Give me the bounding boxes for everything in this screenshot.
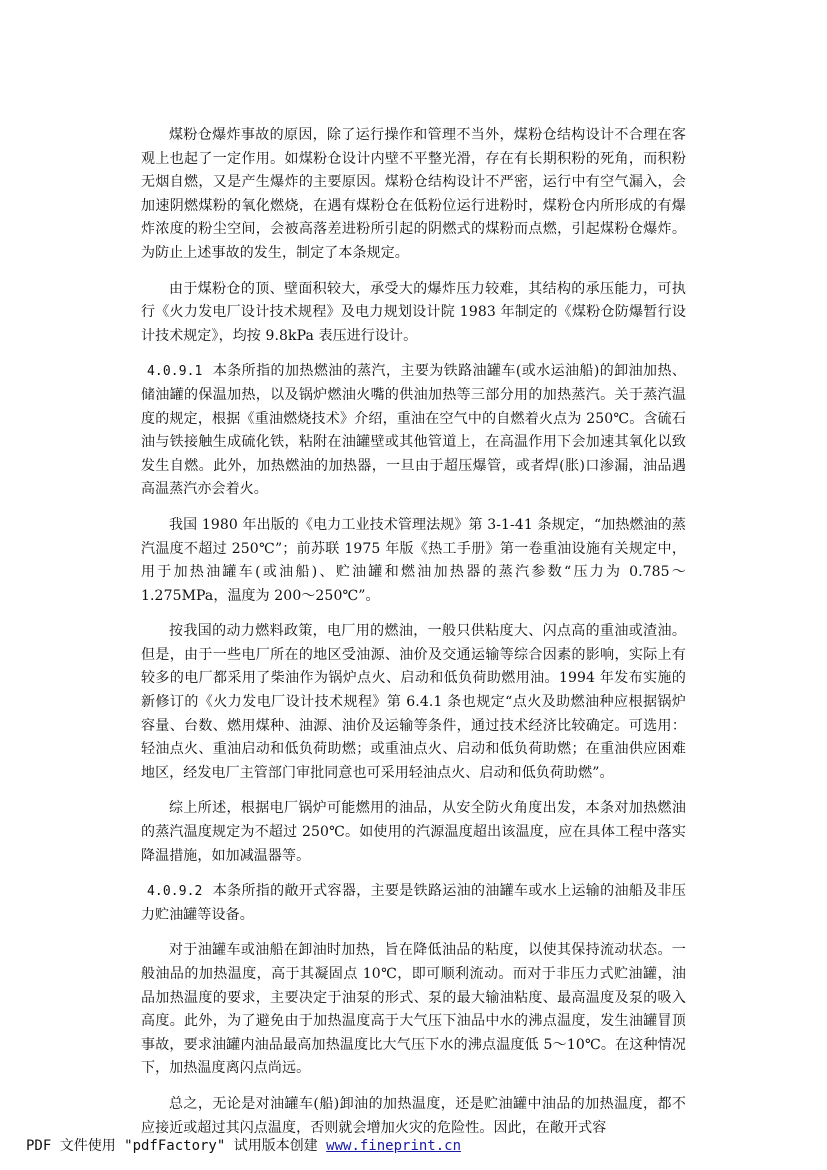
paragraph-summary-250c [141, 797, 686, 868]
clause-text: 本条所指的敞开式容器，主要是铁路运油的油罐车或水上运输的油船及非压力贮油罐等设备。 [141, 883, 686, 923]
clause-text: 本条所指的加热燃油的蒸汽，主要为铁路油罐车(或水运油船)的卸油加热、储油罐的保温加热，以及锅炉燃油火嘴的供油加热等三部分用的加热蒸汽。关于蒸汽温度的规定，根据《重油燃烧技术》介绍，重油在空气中的自燃着火点为 250℃。含硫石油与铁接触生成硫化铁，粘附在油罐壁或其他管道上，在高温作用下会加速其氧化以致发生自燃。此外，加热燃油的加热器，一旦由于超压爆管，或者焊(胀)口渗漏，油品遇高温蒸汽亦会着火。 [141, 363, 686, 498]
paragraph-text: 由于煤粉仓的顶、壁面积较大，承受大的爆炸压力较难，其结构的承压能力，可执行《火力发电厂设计技术规程》及电力规划设计院 1983 年制定的《煤粉仓防爆暂行设计技术规定》，均按 9.8kPa 表压进行设计。 [141, 280, 686, 344]
clause-number: 4.0.9.1 [147, 364, 203, 380]
clause-number: 4.0.9.2 [147, 884, 203, 900]
clause-4-0-9-2 [141, 880, 686, 927]
clause-4-0-9-1 [141, 360, 686, 502]
paragraph-text: 按我国的动力燃料政策，电厂用的燃油，一般只供粘度大、闪点高的重油或渣油。但是，由于一些电厂所在的地区受油源、油价及交通运输等综合因素的影响，实际上有较多的电厂都采用了柴油作为锅炉点火、启动和低负荷助燃用油。1994 年发布实施的新修订的《火力发电厂设计技术规程》第 6.4.1 条也规定“点火及助燃油种应根据锅炉容量、台数、燃用煤种、油源、油价及运输等条件，通过技术经济比较确定。可选用：轻油点火、重油启动和低负荷助燃；或重油点火、启动和低负荷助燃；在重油供应困难地区，经发电厂主管部门审批同意也可采用轻油点火、启动和低负荷助燃”。 [141, 623, 686, 781]
paragraph-text: 煤粉仓爆炸事故的原因，除了运行操作和管理不当外，煤粉仓结构设计不合理在客观上也起了一定作用。如煤粉仓设计内壁不平整光滑，存在有长期积粉的死角，而积粉无烟自燃，又是产生爆炸的主要原因。煤粉仓结构设计不严密，运行中有空气漏入，会加速阴燃煤粉的氧化燃烧，在遇有煤粉仓在低粉位运行进粉时，煤粉仓内所形成的有爆炸浓度的粉尘空间，会被高落差进粉所引起的阴燃式的煤粉而点燃，引起煤粉仓爆炸。为防止上述事故的发生，制定了本条规定。 [141, 127, 686, 261]
paragraph-conclusion [141, 1093, 686, 1140]
paragraph-heating-temperature [141, 939, 686, 1081]
document-body [141, 124, 686, 1152]
paragraph-steam-temperature-regulation [141, 514, 686, 608]
paragraph-coal-bunker-explosion-cause [141, 124, 686, 266]
footer-link[interactable]: www.fineprint.cn [326, 1138, 462, 1154]
paragraph-text: 综上所述，根据电厂锅炉可能燃用的油品，从安全防火角度出发，本条对加热燃油的蒸汽温度规定为不超过 250℃。如使用的汽源温度超出该温度，应在具体工程中落实降温措施，如加减温器等。 [141, 800, 686, 864]
paragraph-text: 我国 1980 年出版的《电力工业技术管理法规》第 3-1-41 条规定，“加热燃油的蒸汽温度不超过 250℃”；前苏联 1975 年版《热工手册》第一卷重油设施有关规定中，用于加热油罐车(或油船)、贮油罐和燃油加热器的蒸汽参数“压力为 0.785～1.275MPa，温度为 200～250℃”。 [141, 516, 686, 604]
pdf-footer-watermark [26, 1135, 461, 1155]
paragraph-fuel-oil-policy [141, 620, 686, 785]
paragraph-bunker-pressure-design [141, 278, 686, 349]
paragraph-text: 总之，无论是对油罐车(船)卸油的加热温度，还是贮油罐中油品的加热温度，都不应接近或超过其闪点温度，否则就会增加火灾的危险性。因此，在敞开式容 [141, 1095, 686, 1136]
paragraph-text: 对于油罐车或油船在卸油时加热，旨在降低油品的粘度，以使其保持流动状态。一般油品的加热温度，高于其凝固点 10℃，即可顺利流动。而对于非压力式贮油罐，油品加热温度的要求，主要决定于油泵的形式、泵的最大输油粘度、最高温度及泵的吸入高度。此外，为了避免由于加热温度高于大气压下油品中水的沸点温度，发生油罐冒顶事故，要求油罐内油品最高加热温度比大气压下水的沸点温度低 5～10℃。在这种情况下，加热温度离闪点尚远。 [141, 942, 686, 1077]
footer-text: PDF 文件使用 "pdfFactory" 试用版本创建 [26, 1138, 327, 1154]
